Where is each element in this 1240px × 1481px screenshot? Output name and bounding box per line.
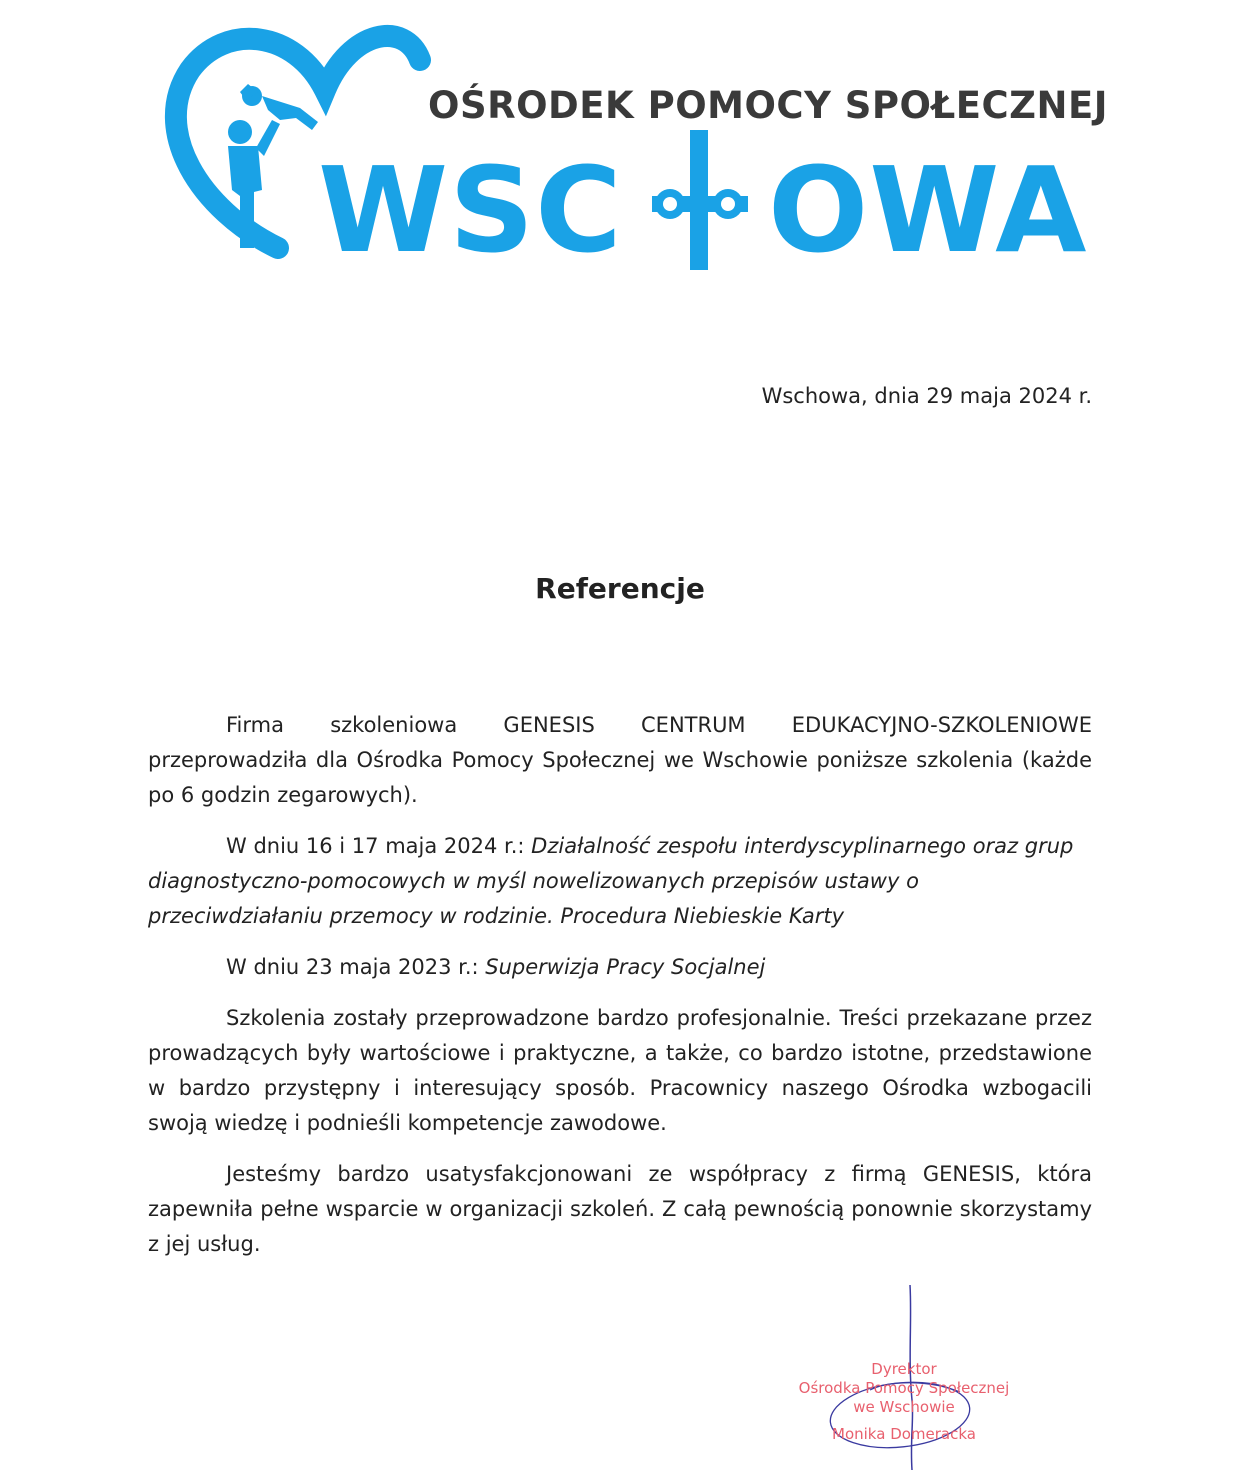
page-title: Referencje xyxy=(535,572,705,605)
training-2-title: Superwizja Pracy Socjalnej xyxy=(485,955,766,979)
paragraph-intro: Firma szkoleniowa GENESIS CENTRUM EDUKACYJNO-SZKOLENIOWE przeprowadziła dla Ośrodka Pomocy Społecznej we Wschowie poniższe szkolenia (każde po 6 godzin zegarowych). xyxy=(148,713,1092,807)
training-1-date: W dniu 16 i 17 maja 2024 r.: xyxy=(226,834,525,858)
stamp-name: Monika Domeracka xyxy=(832,1425,976,1443)
stamp-location: we Wschowie xyxy=(853,1398,955,1416)
org-name: OŚRODEK POMOCY SPOŁECZNEJ xyxy=(428,84,1108,127)
stamp-title: Dyrektor xyxy=(871,1360,937,1378)
letter-body xyxy=(148,708,1092,1278)
training-1-title: Działalność zespołu interdyscyplinarnego oraz grup diagnostyczno-pomocowych w myśl nowelizowanych przepisów ustawy o przeciwdziałaniu przemocy w rodzinie. Procedura Niebieskie Karty xyxy=(148,834,1074,928)
official-stamp xyxy=(770,1360,1038,1444)
training-2-date: W dniu 23 maja 2023 r.: xyxy=(226,955,479,979)
paragraph-closing: Jesteśmy bardzo usatysfakcjonowani ze współpracy z firmą GENESIS, która zapewniła pełne wsparcie w organizacji szkoleń. Z całą pewnością ponownie skorzystamy z jej usług. xyxy=(148,1162,1092,1256)
city-logo-left: WSC xyxy=(318,141,623,279)
header-logo xyxy=(0,0,1240,320)
paragraph-training-1 xyxy=(148,829,1092,934)
paragraph-evaluation: Szkolenia zostały przeprowadzone bardzo profesjonalnie. Treści przekazane przez prowadzących były wartościowe i praktyczne, a także, co bardzo istotne, przedstawione w bardzo przystępny i interesujący sposób. Pracownicy naszego Ośrodka wzbogacili swoją wiedzę i podnieśli kompetencje zawodowe. xyxy=(148,1006,1092,1135)
date-line: Wschowa, dnia 29 maja 2024 r. xyxy=(761,384,1092,408)
stamp-institution: Ośrodka Pomocy Społecznej xyxy=(798,1379,1010,1397)
city-logo-right: OWA xyxy=(768,141,1088,279)
paragraph-training-2 xyxy=(148,950,1092,985)
